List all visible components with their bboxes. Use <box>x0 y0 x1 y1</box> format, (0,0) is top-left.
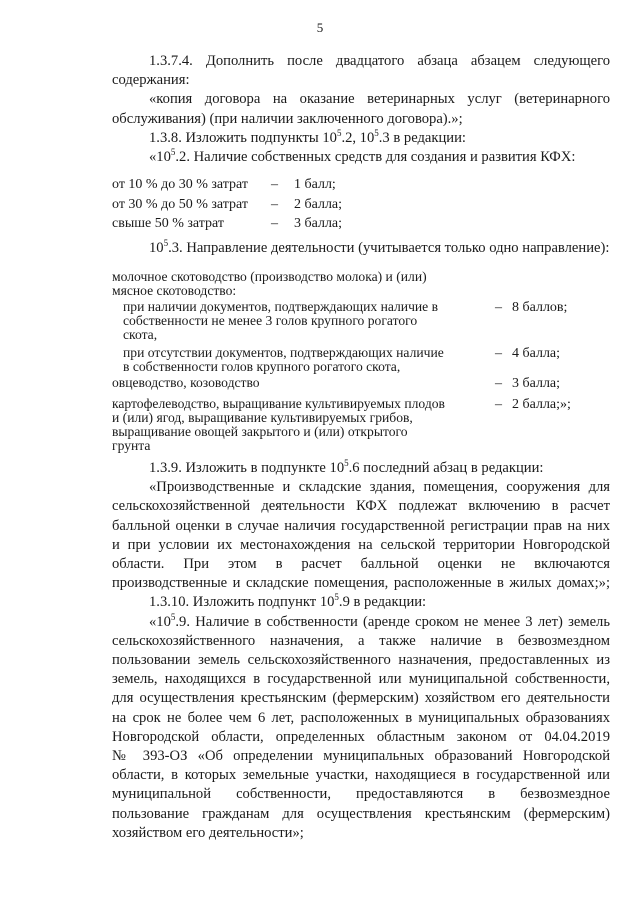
para-line: содержания: <box>112 72 190 89</box>
text-run: «10 <box>149 149 171 166</box>
table-dash: – <box>495 397 502 412</box>
table-dash: – <box>495 346 502 361</box>
table-line: мясное скотоводство: <box>112 283 237 298</box>
text-run: .6 последний абзац в редакции: <box>348 460 544 476</box>
table-line: картофелеводство, выращивание культивируемых плодов <box>112 396 445 411</box>
score-label: свыше 50 % затрат <box>112 216 225 231</box>
quote-line: сельскохозяйственного назначения, а также наличие в безвозмездном <box>112 632 610 649</box>
text-run: .2, 10 <box>341 129 375 146</box>
score-dash: – <box>271 177 278 192</box>
quote-line: и при условии их местонахождения на сельской территории Новгородской <box>112 536 610 553</box>
quote-line: № 393-ОЗ «Об определении муниципальных образований Новгородской <box>112 748 610 765</box>
quote-line <box>112 613 610 632</box>
table-line: молочное скотоводство (производство молока) и (или) <box>112 269 427 284</box>
quote-line: обслуживания) (при наличии заключенного договора).»; <box>112 110 463 127</box>
text-run: .3 в редакции: <box>378 129 466 146</box>
score-value: 2 балла; <box>294 197 343 212</box>
table-value: 3 балла; <box>512 376 561 391</box>
para-line: 1.3.7.4. Дополнить после двадцатого абзаца абзацем следующего <box>149 53 610 69</box>
para-10-5-2 <box>112 148 610 167</box>
table-value: 8 баллов; <box>512 300 568 315</box>
table-line: грунта <box>112 438 151 453</box>
quote-line: Новгородской области, определенных областным законом от 04.04.2019 <box>112 728 610 745</box>
quote-line: «Производственные и складские здания, помещения, сооружения для <box>149 479 610 496</box>
quote-line: производственные и складские помещения, расположенные в жилых домах;»; <box>112 575 610 592</box>
table-value: 2 балла;»; <box>512 397 571 412</box>
direction-dairy <box>112 270 427 298</box>
quote-line: пользование гражданам для осуществления крестьянским (фермерским) <box>112 805 610 822</box>
quote-line: муниципальной собственности, предоставляются в безвозмездное <box>112 786 610 803</box>
text-run: .3. Направление деятельности (учитывается только одно направление): <box>168 240 610 256</box>
text-run: .9 в редакции: <box>338 594 427 611</box>
para-1-3-7-4 <box>112 52 610 167</box>
table-dash: – <box>495 376 502 391</box>
quote-line: балльной оценки в случае наличия государственной регистрации прав на них <box>112 517 610 534</box>
superscript: 5 <box>170 611 176 622</box>
table-line: в собственности голов крупного рогатого скота, <box>123 359 401 374</box>
text-run: .9. Наличие в собственности (аренде сроком не менее 3 лет) земель <box>175 613 610 630</box>
table-line: скота, <box>123 327 158 342</box>
direction-nodocs <box>123 346 444 374</box>
table-line: при отсутствии документов, подтверждающих наличие <box>123 345 444 360</box>
superscript: 5 <box>334 592 339 603</box>
text-run: 1.3.9. Изложить в подпункте 10 <box>149 460 345 476</box>
score-value: 1 балл; <box>294 177 336 192</box>
quote-line: хозяйством его деятельности»; <box>112 824 304 841</box>
superscript: 5 <box>163 238 169 249</box>
superscript: 5 <box>170 147 176 158</box>
quote-line: области. При этом в расчет балльной оценки не включаются <box>112 556 610 573</box>
score-dash: – <box>271 216 278 231</box>
quote-line: для осуществления крестьянским (фермерским) хозяйством его деятельности <box>112 690 610 707</box>
superscript: 5 <box>336 127 342 138</box>
para-1-3-9 <box>112 459 610 843</box>
quote-line: «копия договора на оказание ветеринарных услуг (ветеринарного <box>149 91 610 108</box>
score-label: от 30 % до 50 % затрат <box>112 197 249 212</box>
para-line <box>112 239 610 258</box>
table-line: выращивание овощей закрытого и (или) открытого <box>112 424 408 439</box>
quote-line: пользовании земель сельскохозяйственного назначения, предоставленных из <box>112 652 610 669</box>
table-value: 4 балла; <box>512 346 561 361</box>
score-value: 3 балла; <box>294 216 343 231</box>
text-run: 1.3.8. Изложить подпункты 10 <box>149 129 337 146</box>
text-run: 1.3.10. Изложить подпункт 10 <box>149 594 335 611</box>
text-run: 10 <box>149 240 164 256</box>
para-1-3-10 <box>112 593 610 612</box>
text-run: «10 <box>149 613 171 630</box>
text-run: .2. Наличие собственных средств для создания и развития КФХ: <box>175 149 576 166</box>
table-line: собственности не менее 3 голов крупного рогатого <box>123 313 418 328</box>
quote-line: на срок не более чем 6 лет, расположенных в муниципальных образованиях <box>112 709 610 726</box>
direction-docs <box>123 300 438 342</box>
quote-line: земель, находящихся в государственной или муниципальной собственности, <box>112 671 610 688</box>
table-line: овцеводство, козоводство <box>112 375 260 390</box>
table-line: и (или) ягод, выращивание культивируемых грибов, <box>112 410 413 425</box>
para-1-3-8 <box>112 129 610 148</box>
table-line: при наличии документов, подтверждающих наличие в <box>123 299 439 314</box>
score-label: от 10 % до 30 % затрат <box>112 177 249 192</box>
quote-line: области, в которых земельные участки, находящиеся в государственной или <box>112 767 610 784</box>
quote-line: сельскохозяйственной деятельности КФХ подлежат включению в расчет <box>112 498 610 515</box>
superscript: 5 <box>374 127 379 138</box>
direction-potato <box>112 397 445 453</box>
page-number: 5 <box>316 20 324 35</box>
superscript: 5 <box>344 458 349 469</box>
para-10-5-3 <box>112 239 610 258</box>
score-dash: – <box>271 197 278 212</box>
para-line <box>112 459 610 478</box>
direction-sheep <box>112 376 260 390</box>
table-dash: – <box>495 300 502 315</box>
